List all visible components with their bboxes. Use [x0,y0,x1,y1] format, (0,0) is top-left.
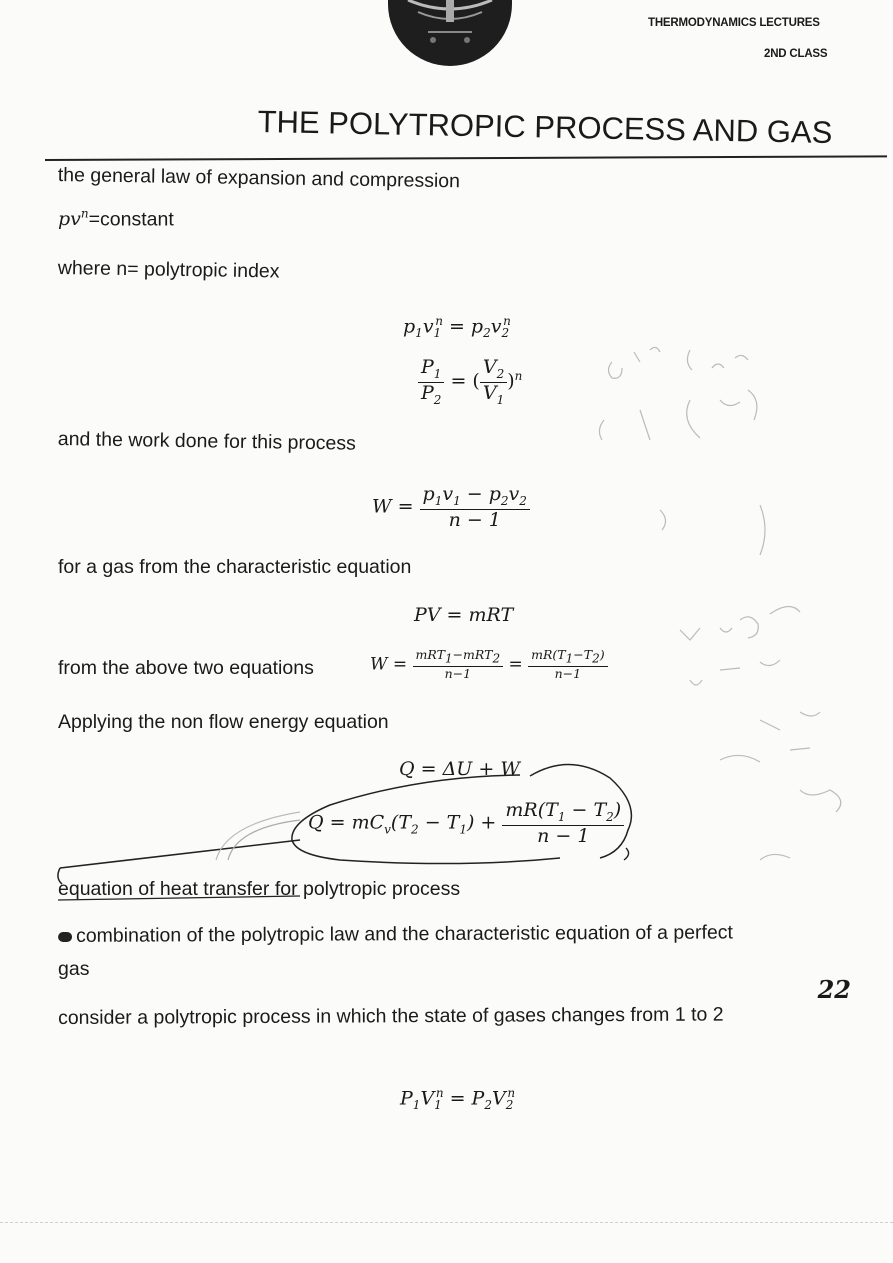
general-law-text: the general law of expansion and compression [57,164,461,193]
page-number: 22 [817,975,851,1004]
equation-heat-transfer: $Q = mC_v(T_2 - T_1)$ + $\frac{mR(T_1 - T_2)}{n - 1}$ [308,800,624,847]
class-header: 2ND CLASS [764,48,828,60]
work-done-text: and the work done for this process [57,428,357,455]
equation-polytropic-law: $p_1v_1^n = p_2v_2^n$ [403,314,511,341]
constant-text: =constant [88,208,174,231]
pvn-expression: $pv^n$ [58,207,89,231]
characteristic-eq-text: for a gas from the characteristic equation [58,556,412,578]
heat-transfer-text: equation of heat transfer for polytropic process [58,878,461,900]
page-edge-dashes [0,1222,893,1223]
non-flow-energy-text: Applying the non flow energy equation [58,711,389,733]
constant-line [58,207,174,231]
combination-text-2: gas [58,958,90,980]
combination-text-1 [58,921,733,948]
title-underline [45,155,887,161]
equation-ideal-gas: PV = mRT [414,604,514,626]
handwritten-mark-icon [58,932,72,942]
course-header: THERMODYNAMICS LECTURES [648,17,820,29]
polytropic-index-text: where n= polytropic index [57,257,280,283]
page-title: THE POLYTROPIC PROCESS AND GAS [257,104,833,151]
two-equations-text: from the above two equations [58,657,314,679]
equation-work-gas: W = $\frac{mRT_1-mRT_2}{n-1}$ = $\frac{mR(T_1-T_2)}{n-1}$ [370,648,608,682]
equation-energy: Q = ΔU + W [399,758,520,780]
university-logo [388,0,512,66]
combination-text: combination of the polytropic law and the characteristic equation of a perfect [75,921,733,947]
equation-polytropic-law-2: $P_1V_1^n = P_2V_2^n$ [400,1086,516,1113]
equation-work: W = $\frac{p_1v_1 - p_2v_2}{n - 1}$ [372,484,530,531]
equation-pressure-ratio: $\frac{P_1}{P_2}$ = ( $\frac{V_2}{V_1}$ )$^n$ [418,357,522,407]
consider-text: consider a polytropic process in which the state of gases changes from 1 to 2 [58,1003,724,1029]
